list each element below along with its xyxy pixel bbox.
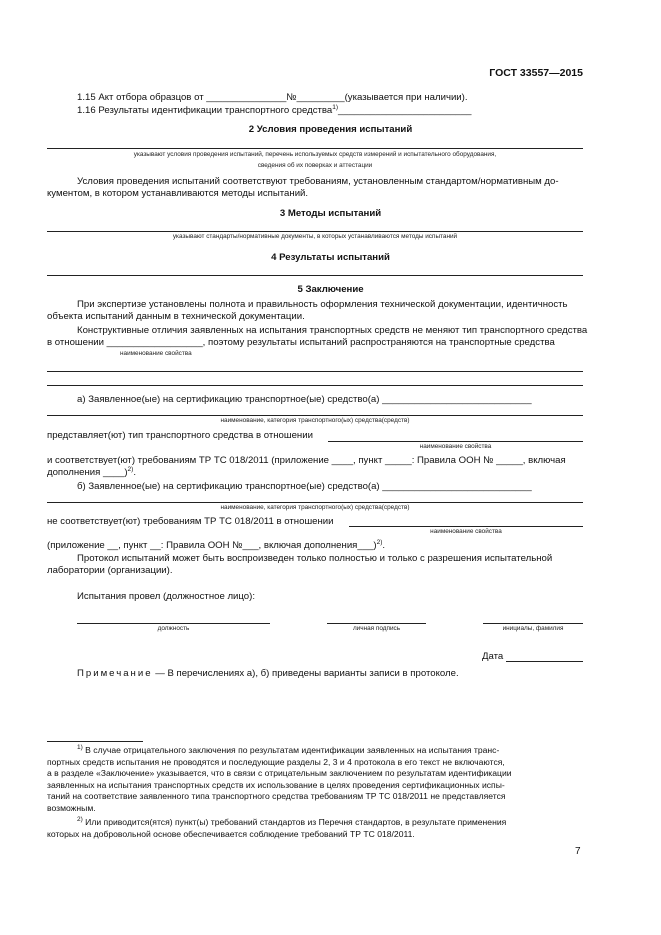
signature-caption-signature: личная подпись	[352, 625, 401, 632]
doc-id: ГОСТ 33557—2015	[489, 67, 583, 79]
item-1-16	[77, 105, 471, 117]
appendix-text: (приложение __, пункт __: Правила ООН №___, включая дополнения___)	[47, 540, 377, 551]
fill-line	[47, 275, 583, 276]
conform-line-1: и соответствует(ют) требованиям ТР ТС 018/2011 (приложение ____, пункт _____: Правила ООН № _____, включая	[47, 455, 566, 466]
fill-line	[47, 502, 583, 503]
item-1-16-blank: _________________________	[338, 105, 472, 116]
footnote-ref-2b: 2)	[376, 539, 383, 546]
fill-line	[47, 231, 583, 232]
conform-line-2	[47, 467, 136, 479]
property-caption: наименование свойства	[120, 350, 192, 357]
note	[77, 668, 459, 680]
section-3-caption: указывают стандарты/нормативные документы, в которых устанавливаются методы испытаний	[172, 233, 458, 240]
footnote-separator	[47, 741, 143, 742]
protocol-line-1: Протокол испытаний может быть воспроизведен только полностью и только с разрешения испытательной	[77, 553, 553, 564]
section-2-para-line-1: Условия проведения испытаний соответствуют требованиям, установленным стандартом/нормативным до-	[77, 176, 559, 187]
signature-caption-position: должность	[157, 625, 190, 632]
date-label: Дата	[482, 651, 504, 662]
nonconform-text: не соответствует(ют) требованиям ТР ТС 018/2011 в отношении	[47, 516, 334, 527]
appendix-end: .	[382, 540, 386, 551]
conclusion-para-2-line-2: в отношении __________________, поэтому результаты испытаний распространяются на транспортные средства	[47, 337, 555, 348]
conclusion-para-1-line-1: При экспертизе установлены полнота и правильность оформления технической документации, идентичность	[77, 299, 568, 310]
footnote-1-mark: 1)	[77, 744, 83, 751]
section-3-title: 3 Методы испытаний	[279, 208, 382, 219]
represent-text: представляет(ют) тип транспортного средства в отношении	[47, 430, 313, 441]
nonconform-caption: наименование свойства	[430, 528, 502, 535]
section-2-caption-1: указывают условия проведения испытаний, перечень используемых средств измерений и испытательного оборудования,	[133, 151, 497, 158]
fill-line	[47, 385, 583, 386]
footnote-ref-1: 1)	[332, 104, 339, 111]
fill-line	[328, 441, 583, 442]
note-label: Примечание	[77, 668, 153, 679]
signature-line-signature	[327, 623, 426, 624]
signature-line-position	[77, 623, 270, 624]
option-a-caption: наименование, категория транспортного(ых) средства(средств)	[220, 417, 410, 424]
represent-caption: наименование свойства	[419, 443, 492, 450]
conclusion-para-1-line-2: объекта испытаний данным в технической документации.	[47, 311, 305, 322]
footnote-1-line-3: а в разделе «Заключение» указывается, что в связи с отрицательным заключением по результатам идентификации	[47, 768, 512, 778]
appendix-line	[47, 540, 385, 552]
footnote-1-line-1	[77, 745, 499, 756]
protocol-line-2: лаборатории (организации).	[47, 565, 173, 576]
footnote-1-text-1: В случае отрицательного заключения по результатам идентификации заявленных на испытания транс-	[85, 745, 500, 755]
section-4-title: 4 Результаты испытаний	[271, 252, 390, 263]
footnote-2-text-1: Или приводится(ятся) пункт(ы) требований стандартов из Перечня стандартов, в результате применения	[85, 817, 507, 827]
fill-line	[47, 371, 583, 372]
footnote-1-line-6: возможным.	[47, 803, 96, 813]
option-b-caption: наименование, категория транспортного(ых) средства(средств)	[220, 504, 410, 511]
signature-line-name	[483, 623, 583, 624]
footnote-1-line-2: портных средств испытания не проводятся и последующие разделы 2, 3 и 4 протокола в его текст не включаются,	[47, 757, 505, 767]
footnote-2-line-1	[77, 817, 506, 828]
fill-line	[47, 415, 583, 416]
item-1-16-text: 1.16 Результаты идентификации транспортного средства	[77, 105, 333, 116]
conform-line-2-text: дополнения ____)	[47, 467, 128, 478]
date-line	[506, 661, 583, 662]
footnote-2-line-2: которых на добровольной основе обеспечивается соблюдение требований ТР ТС 018/2011.	[47, 829, 415, 839]
item-1-15: 1.15 Акт отбора образцов от _______________№_________(указывается при наличии).	[77, 92, 468, 103]
footnote-ref-2: 2)	[127, 466, 134, 473]
section-2-title: 2 Условия проведения испытаний	[248, 124, 413, 135]
footnote-1-line-4: заявленных на испытания транспортных средств их использование в целях проведения сертификационных испы-	[47, 780, 505, 790]
section-2-caption-2: сведения об их поверках и аттестации	[257, 162, 373, 169]
option-b-line: б) Заявленное(ые) на сертификацию транспортное(ые) средство(а) ____________________________	[77, 481, 532, 492]
section-5-title: 5 Заключение	[297, 284, 364, 295]
footnote-1-line-5: таний на соответствие заявленного типа транспортного средства требованиям ТР ТС 018/2011 не представляется	[47, 791, 506, 801]
note-text: — В перечислениях а), б) приведены варианты записи в протоколе.	[155, 668, 459, 679]
conclusion-para-2-line-1: Конструктивные отличия заявленных на испытания транспортных средств не меняют тип транспортного средства	[77, 325, 588, 336]
conform-line-2-end: .	[133, 467, 136, 478]
page-number: 7	[575, 846, 581, 857]
section-2-para-line-2: кументом, в котором устанавливаются методы испытаний.	[47, 188, 309, 199]
tester-label: Испытания провел (должностное лицо):	[77, 591, 255, 602]
signature-caption-name: инициалы, фамилия	[502, 625, 564, 632]
footnote-2-mark: 2)	[77, 816, 83, 823]
fill-line	[349, 526, 583, 527]
option-a-line: а) Заявленное(ые) на сертификацию транспортное(ые) средство(а) ____________________________	[77, 394, 532, 405]
fill-line	[47, 148, 583, 149]
